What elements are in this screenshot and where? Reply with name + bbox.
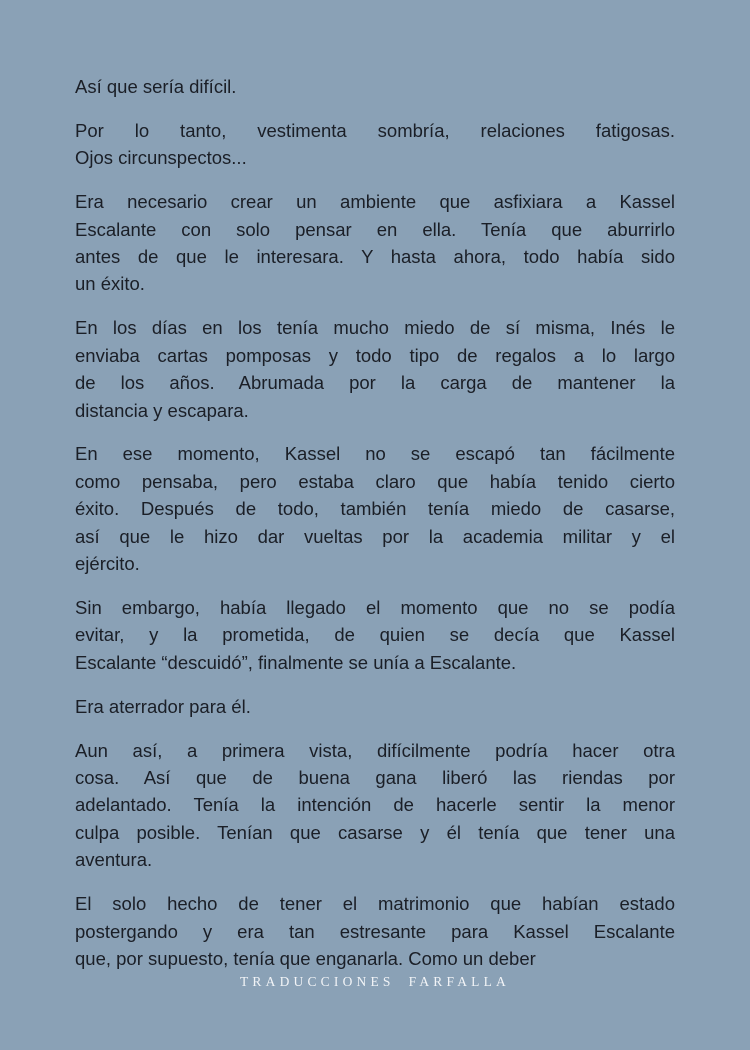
- text-line: Aun así, a primera vista, difícilmente podría hacer otra: [75, 739, 675, 761]
- paragraph: [75, 117, 675, 172]
- text-line: distancia y escapara.: [75, 399, 249, 421]
- footer-word-2: FARFALLA: [408, 974, 510, 989]
- text-line: Escalante “descuidó”, finalmente se unía a Escalante.: [75, 651, 517, 673]
- text-line: cosa. Así que de buena gana liberó las riendas por: [75, 767, 675, 789]
- paragraph: [75, 314, 675, 424]
- text-line: culpa posible. Tenían que casarse y él tenía que tener una: [75, 821, 675, 843]
- footer-credit: [0, 974, 750, 990]
- text-line: ejército.: [75, 553, 140, 575]
- page-body: [75, 73, 675, 989]
- paragraph: [75, 890, 675, 972]
- text-line: como pensaba, pero estaba claro que había tenido cierto: [75, 470, 675, 492]
- text-line: Sin embargo, había llegado el momento que no se podía: [75, 597, 675, 618]
- text-line: adelantado. Tenía la intención de hacerle sentir la menor: [75, 794, 675, 816]
- text-line: Por lo tanto, vestimenta sombría, relaciones fatigosas.: [75, 119, 675, 141]
- text-line: evitar, y la prometida, de quien se decía que Kassel: [75, 624, 675, 646]
- text-line: En los días en los tenía mucho miedo de sí misma, Inés le: [75, 317, 675, 339]
- text-line: Escalante con solo pensar en ella. Tenía que aburrirlo: [75, 218, 675, 240]
- text-line: aventura.: [75, 849, 153, 871]
- text-line: de los años. Abrumada por la carga de mantener la: [75, 372, 675, 394]
- paragraph: [75, 737, 675, 874]
- text-line: postergando y era tan estresante para Kassel Escalante: [75, 920, 675, 942]
- text-line: En ese momento, Kassel no se escapó tan fácilmente: [75, 443, 675, 465]
- text-line: éxito. Después de todo, también tenía miedo de casarse,: [75, 498, 675, 520]
- text-line: que, por supuesto, tenía que enganarla. Como un deber: [75, 947, 536, 969]
- text-line: El solo hecho de tener el matrimonio que habían estado: [75, 893, 675, 915]
- text-line: un éxito.: [75, 273, 145, 295]
- paragraph: [75, 188, 675, 298]
- text-line: Ojos circunspectos...: [75, 147, 247, 169]
- paragraph: [75, 693, 675, 720]
- paragraph: [75, 594, 675, 676]
- paragraph: [75, 440, 675, 577]
- paragraph: [75, 73, 675, 100]
- text-line: Era aterrador para él.: [75, 695, 251, 717]
- text-line: Así que sería difícil.: [75, 76, 237, 97]
- text-line: Era necesario crear un ambiente que asfixiara a Kassel: [75, 191, 675, 213]
- text-line: así que le hizo dar vueltas por la academia militar y el: [75, 525, 675, 547]
- footer-word-1: TRADUCCIONES: [239, 974, 395, 989]
- text-line: enviaba cartas pomposas y todo tipo de regalos a lo largo: [75, 344, 675, 366]
- text-line: antes de que le interesara. Y hasta ahora, todo había sido: [75, 246, 675, 268]
